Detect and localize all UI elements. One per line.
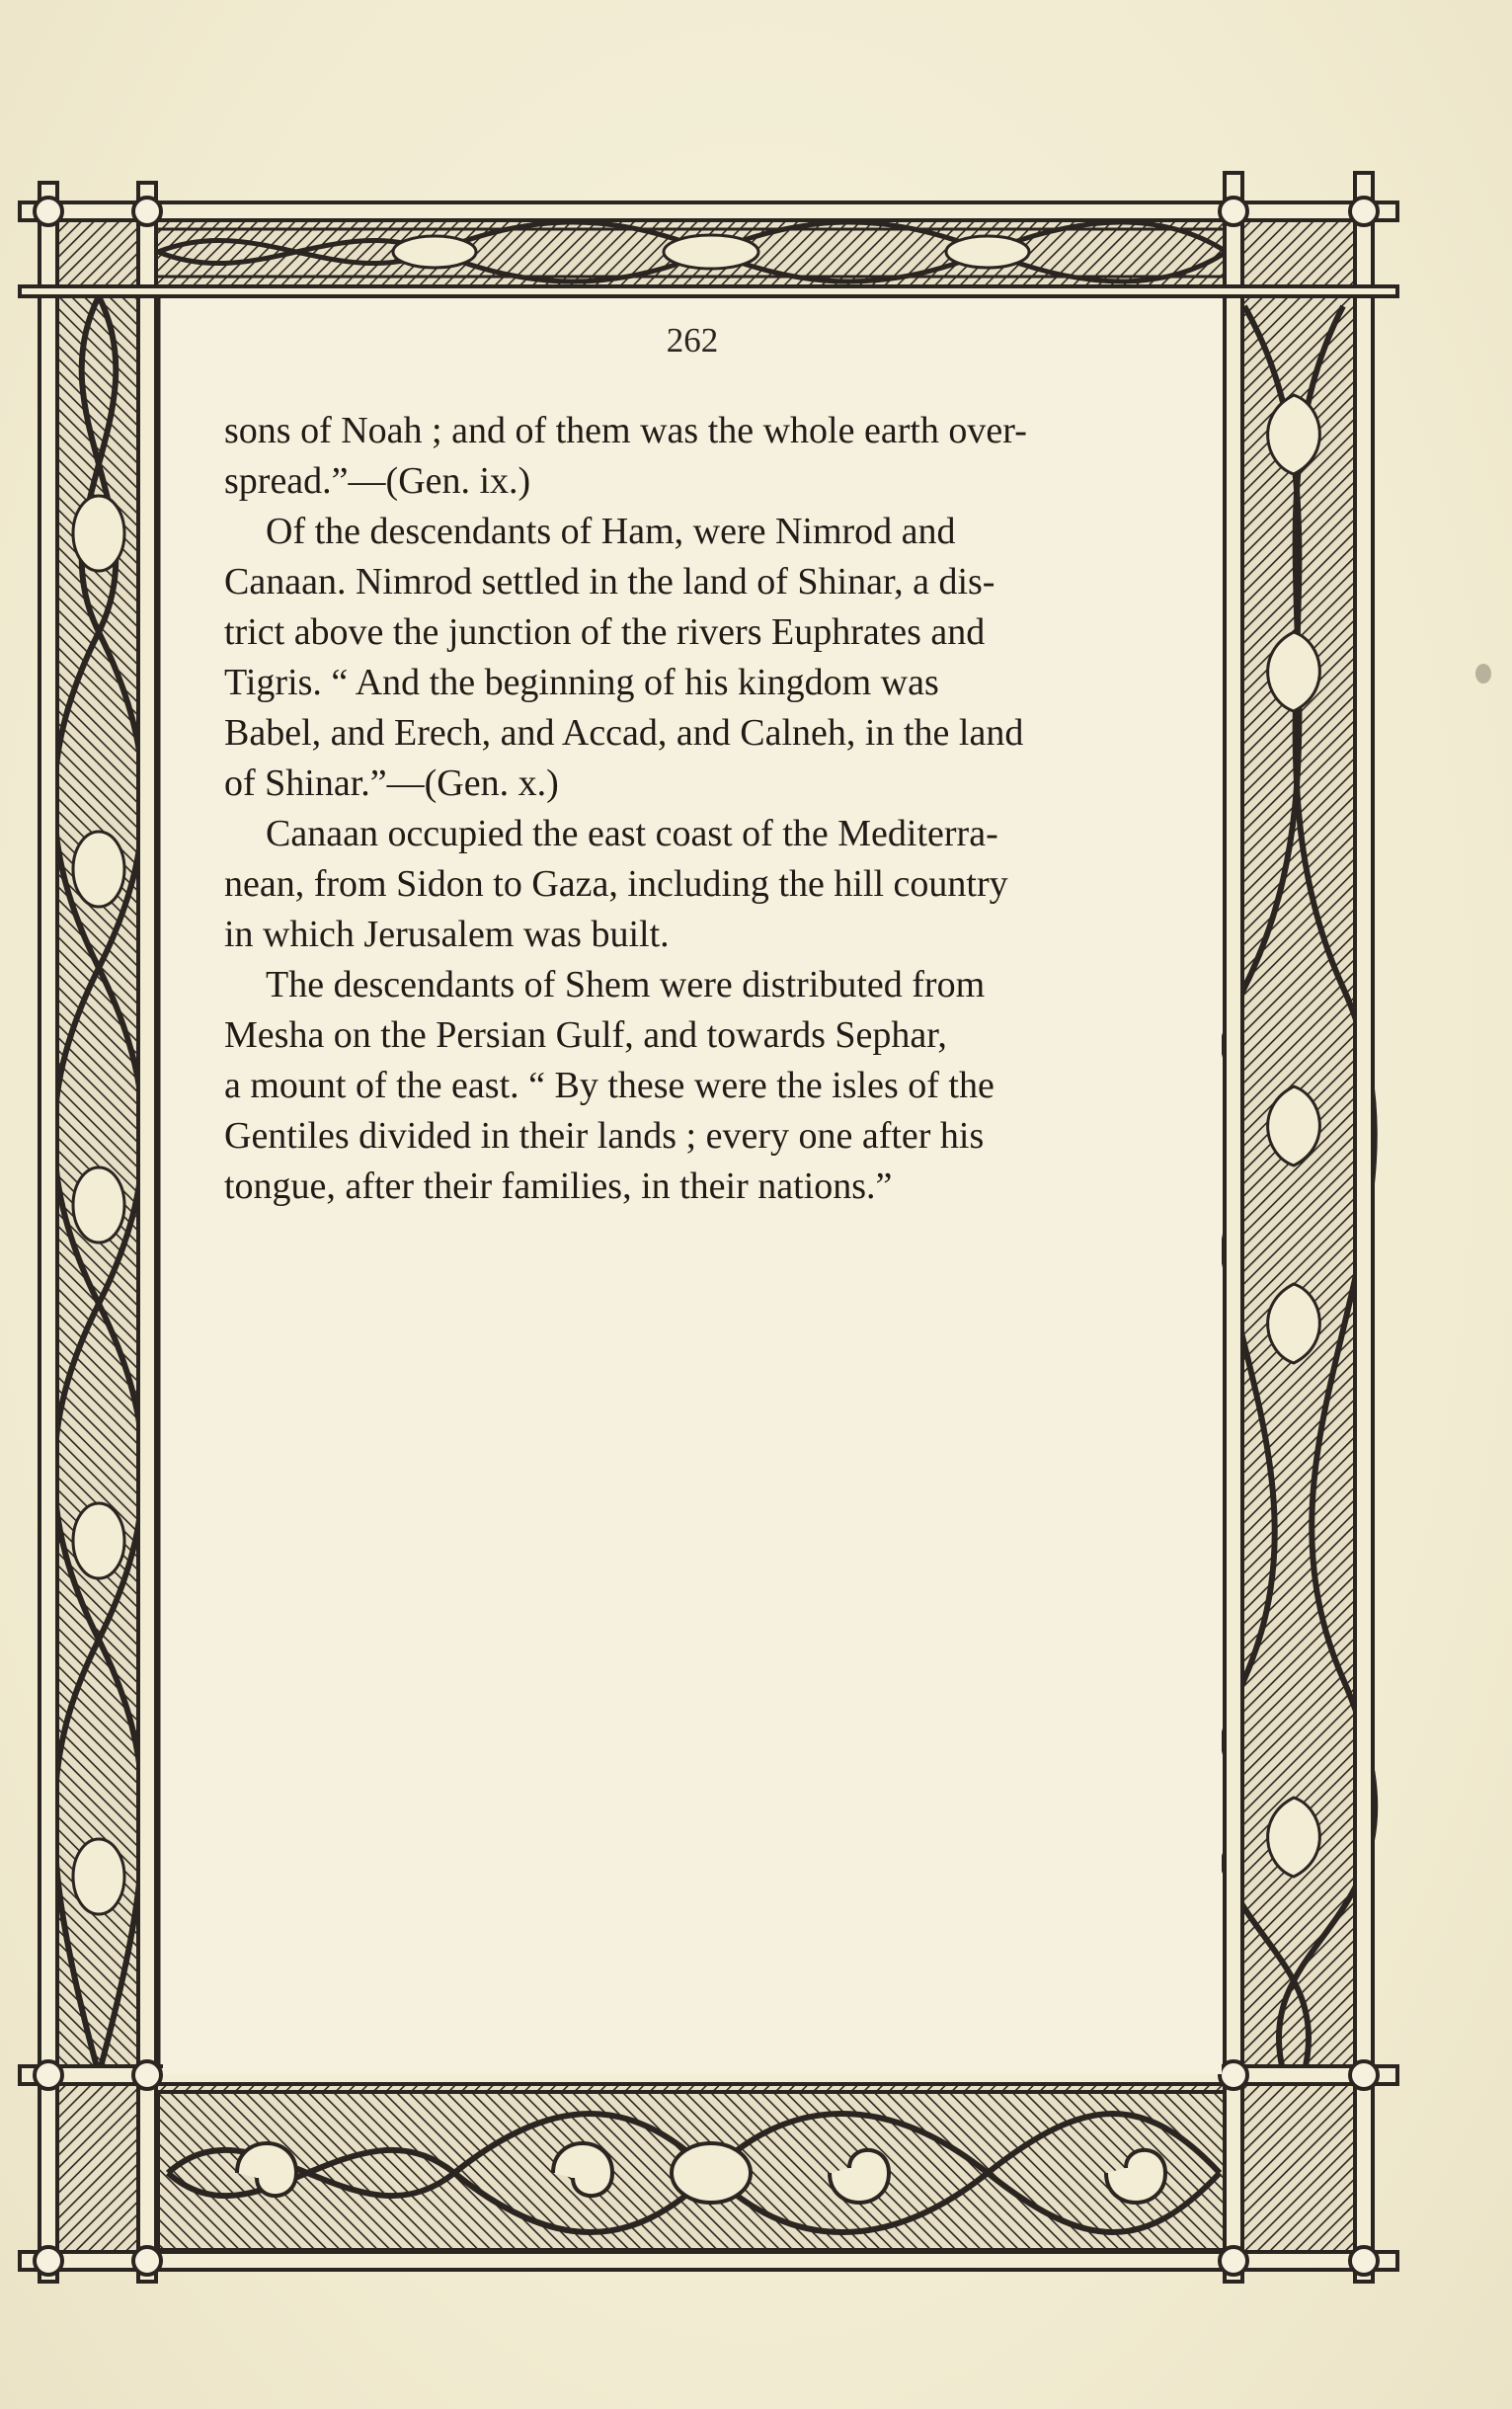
page-speck [1475,664,1491,683]
text-line: trict above the junction of the rivers Euphrates and [224,611,986,653]
text-line: Canaan. Nimrod settled in the land of Shinar, a dis- [224,561,995,602]
text-line: nean, from Sidon to Gaza, including the hill country [224,863,1008,905]
text-line: Of the descendants of Ham, were Nimrod and [266,511,956,552]
text-line: spread.”—(Gen. ix.) [224,460,531,502]
text-line: Gentiles divided in their lands ; every one after his [224,1115,985,1157]
text-line: Tigris. “ And the beginning of his kingdom was [224,662,939,703]
text-line: Babel, and Erech, and Accad, and Calneh, in the land [224,712,1024,754]
text-line: in which Jerusalem was built. [224,914,670,955]
text-line: a mount of the east. “ By these were the isles of the [224,1065,995,1106]
text-line: Mesha on the Persian Gulf, and towards Sephar, [224,1014,947,1056]
text-line: of Shinar.”—(Gen. x.) [224,763,559,804]
text-line: Canaan occupied the east coast of the Mediterra- [266,813,998,854]
text-panel [163,299,1222,2074]
text-line: The descendants of Shem were distributed from [266,964,986,1005]
page-number: 262 [666,321,719,360]
text-line: sons of Noah ; and of them was the whole earth over- [224,410,1027,451]
body-text [224,406,1212,1212]
text-line: tongue, after their families, in their nations.” [224,1165,893,1207]
